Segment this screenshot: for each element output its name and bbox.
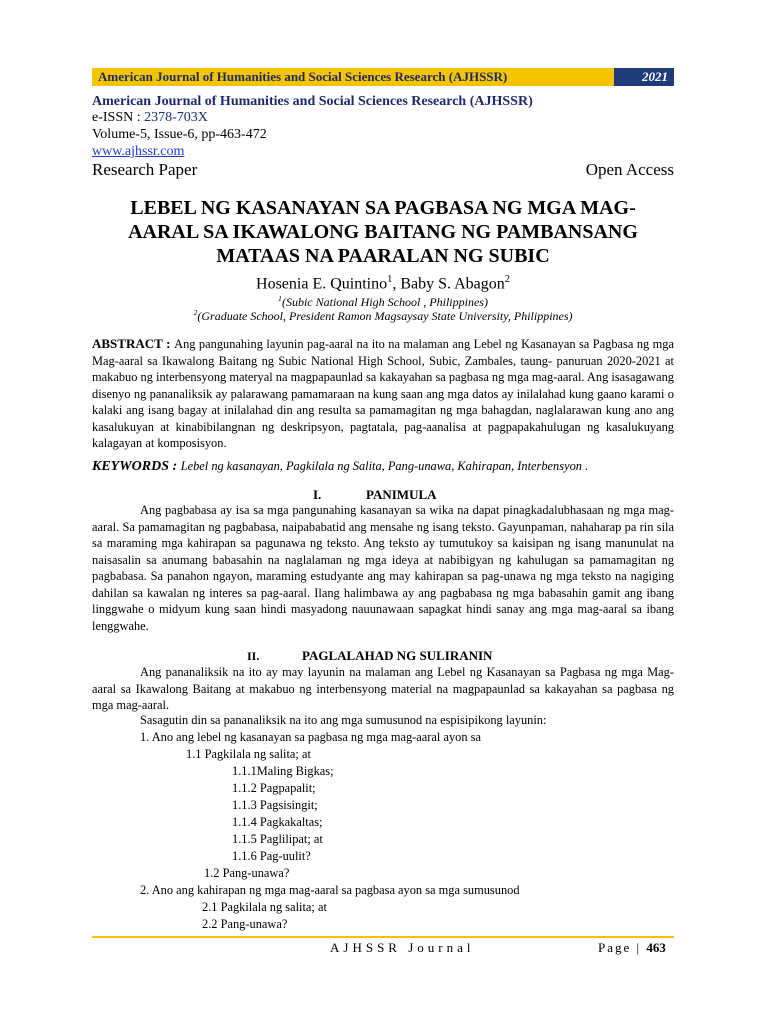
title-line: AARAL SA IKAWALONG BAITANG NG PAMBANSANG (128, 221, 638, 243)
journal-url-link[interactable]: www.ajhssr.com (92, 144, 185, 159)
footer-rule (92, 936, 674, 938)
footer-page-label: Page | (598, 940, 642, 955)
author-superscript: 2 (504, 274, 510, 285)
page-number: 463 (646, 940, 666, 955)
journal-header-banner (92, 68, 674, 86)
affiliation (92, 308, 674, 324)
affiliation-superscript: 2 (193, 308, 198, 317)
header-journal-title: American Journal of Humanities and Social Sciences Research (AJHSSR) (98, 69, 508, 84)
objective-subsubitem: 1.1.3 Pagsisingit; (232, 798, 318, 812)
objective-subsubitem: 1.1.4 Pagkakaltas; (232, 815, 323, 829)
author-name: Hosenia E. Quintino (256, 275, 388, 293)
objective-subitem: 1.1 Pagkilala ng salita; at (186, 747, 311, 761)
authors (92, 274, 674, 293)
objective-subsubitem: 1.1.5 Paglilipat; at (232, 832, 323, 846)
issn-line (92, 110, 208, 126)
footer-page (598, 940, 666, 956)
affiliation-text: (Subic National High School , Philippines) (281, 295, 488, 309)
keywords (92, 458, 674, 476)
objective-item: 2. Ano ang kahirapan ng mga mag-aaral sa pagbasa ayon sa mga sumusunod (140, 883, 520, 897)
title-line: MATAAS NA PAARALAN NG SUBIC (216, 245, 550, 267)
issn-value: 2378-703X (144, 110, 208, 125)
access-type: Open Access (585, 160, 674, 179)
footer-journal: AJHSSR Journal (330, 940, 475, 955)
section-title: PAGLALAHAD NG SULIRANIN (302, 648, 493, 663)
affiliation-superscript: 1 (278, 294, 282, 303)
section-paragraph: Ang pananaliksik na ito ay may layunin na malaman ang Lebel ng Kasanayan sa Pagbasa ng mga Mag-aaral sa Ikawalong Baitang at makabuo ng interbensyong material na magpapaunlad sa kakayahan sa pagbasa ng mga mag-aaral. (92, 665, 674, 712)
abstract (92, 336, 674, 452)
objective-subsubitem: 1.1.6 Pag-uulit? (232, 849, 311, 863)
objective-subitem: 2.2 Pang-unawa? (202, 917, 288, 931)
section-paragraph: Ang pagbabasa ay isa sa mga pangunahing kasanayan sa wika na dapat pinagkadalubhasaan ng mga mag-aaral. Sa pamamagitan ng pagbabasa, naipababatid ang mensahe ng isang teksto. Gayunpaman, nahaharap pa rin sila sa maraming mga kahirapan sa pagunawa ng teksto. Ang teksto ay tumutukoy sa kaisipan ng isang manunulat na naisasalin sa anumang babasahin na naglalaman ng mga ideya at nabibigyan ng kahulugan sa pamamagitan ng pagbabasa. Sa panahon ngayon, maraming estudyante ang may kahirapan sa pag-unawa ng mga teksto na nagiging dahilan sa kawalan ng interes sa pag-aaral. Ilang halimbawa ay ang pagbabasa ng mga babasahin gamit ang ibang linggwahe o midyum kung saan hindi masyadong nauunawaan sapagkat hindi sanay ang mga mag-aaral sa ibang lenggwahe. (92, 503, 674, 633)
section-number: I. (313, 487, 322, 502)
header-year: 2021 (642, 69, 668, 84)
author-name: Baby S. Abagon (400, 275, 505, 293)
title-line: LEBEL NG KASANAYAN SA PAGBASA NG MGA MAG- (130, 197, 636, 219)
keywords-text: Lebel ng kasanayan, Pagkilala ng Salita, Pang-unawa, Kahirapan, Interbensyon . (180, 459, 589, 473)
objective-subitem: 2.1 Pagkilala ng salita; at (202, 900, 327, 914)
objective-subsubitem: 1.1.1Maling Bigkas; (232, 764, 334, 778)
abstract-text: Ang pangunahing layunin pag-aaral na ito na malaman ang Lebel ng Kasanayan sa Pagbasa ng mga Mag-aaral sa Ikawalong Baitang ng Subic National High School, Subic, Zambales, taung- panuruan 2020-2021 at makabuo ng interbensyong materyal na magpapaunlad sa kakayahan sa pagbasa ng mga mag-aaral. Ang isasagawang disenyo ng pananaliksik ay palarawang pamamaraan na kung saan ang mga datos ay inilalahad kung gaano karami o kalaki ang isang bagay at inilalahad din ang resulta sa pamamagitan ng mga bahagdan, naglalarawan kung ano ang kasalukuyan at kinabibilangnan ng deskripsyon, pagtatala, pag-aanalisa at pagpapakahulugan ng kasalukuyang kalagayan at komposisyon. (92, 337, 674, 450)
objective-subsubitem: 1.1.2 Pagpapalit; (232, 781, 316, 795)
author-superscript: 1 (387, 274, 393, 285)
section-number: II. (247, 649, 260, 663)
objective-subitem: 1.2 Pang-unawa? (204, 866, 290, 880)
journal-name: American Journal of Humanities and Social Sciences Research (AJHSSR) (92, 94, 533, 109)
volume-issue: Volume-5, Issue-6, pp-463-472 (92, 127, 267, 142)
objectives-intro: Sasagutin din sa pananaliksik na ito ang mga sumusunod na espisipikong layunin: (140, 713, 547, 727)
keywords-label: KEYWORDS : (92, 459, 181, 474)
paper-title (92, 196, 674, 268)
author-separator: , (392, 275, 401, 293)
abstract-label: ABSTRACT : (92, 336, 175, 351)
section-title: PANIMULA (366, 487, 437, 502)
objective-item: 1. Ano ang lebel ng kasanayan sa pagbasa ng mga mag-aaral ayon sa (140, 730, 481, 744)
affiliation-text: (Graduate School, President Ramon Magsaysay State University, Philippines) (197, 309, 573, 323)
paper-type: Research Paper (92, 160, 198, 179)
issn-label: e-ISSN : (92, 110, 145, 125)
